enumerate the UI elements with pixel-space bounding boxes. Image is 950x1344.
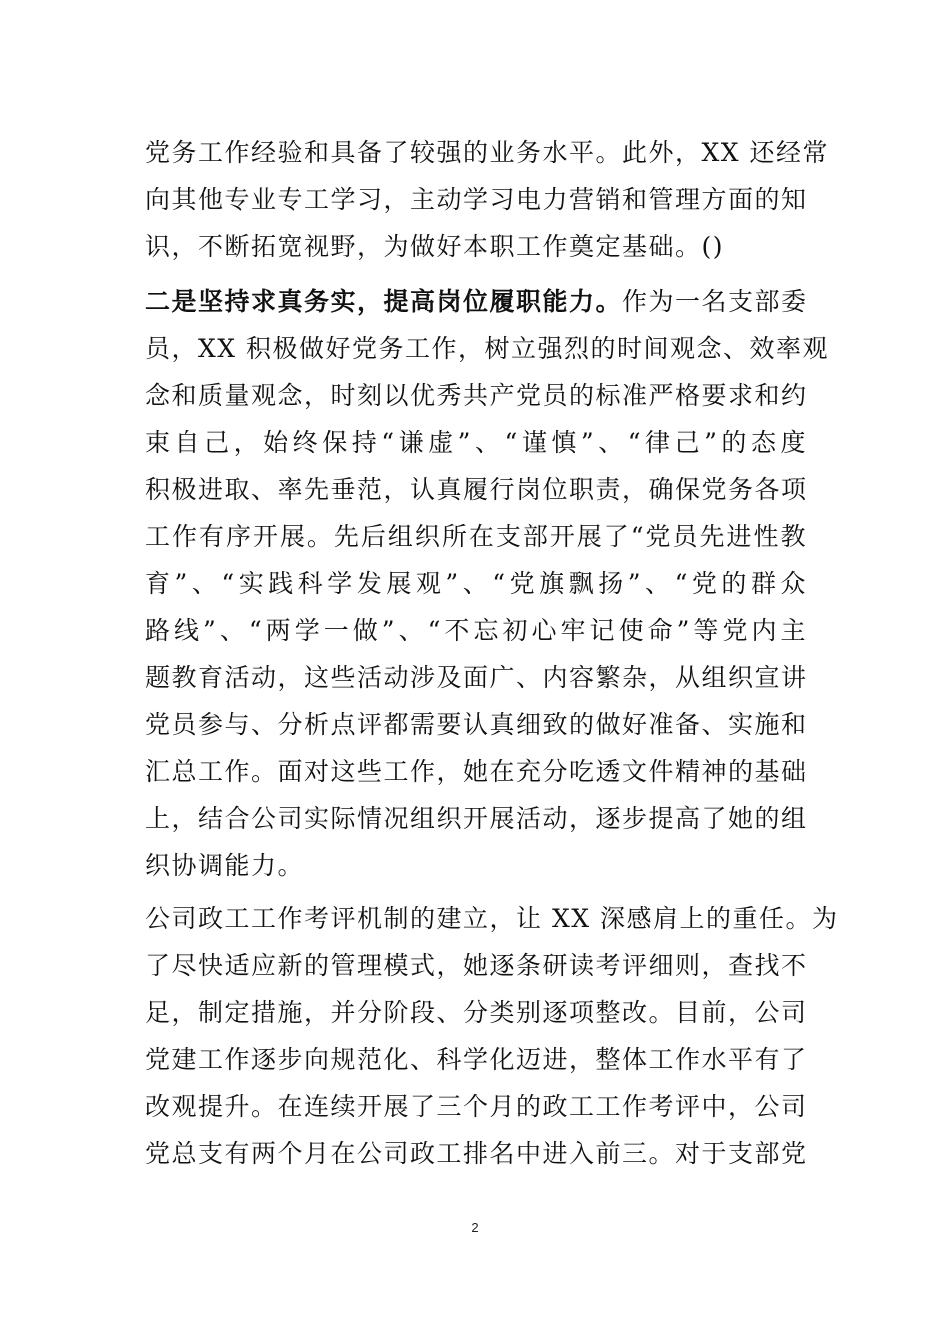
text-line: 党务工作经验和具备了较强的业务水平。此外，XX 还经常 bbox=[145, 138, 830, 167]
text-line: 向其他专业专工学习，主动学习电力营销和管理方面的知 bbox=[145, 185, 808, 214]
text-line-rest: 作为一名支部委 bbox=[622, 287, 808, 316]
text-line: 公司政工工作考评机制的建立，让 XX 深感肩上的重任。为 bbox=[145, 904, 839, 933]
paragraph-3 bbox=[145, 895, 839, 1177]
page-number: 2 bbox=[471, 1220, 479, 1235]
paragraph-2 bbox=[145, 278, 830, 889]
text-line: 改观提升。在连续开展了三个月的政工工作考评中，公司 bbox=[145, 1092, 808, 1121]
text-line: 上，结合公司实际情况组织开展活动，逐步提高了她的组 bbox=[145, 804, 808, 833]
text-line: 织协调能力。 bbox=[145, 851, 305, 880]
text-line: 党总支有两个月在公司政工排名中进入前三。对于支部党 bbox=[145, 1139, 808, 1168]
text-line: 了尽快适应新的管理模式，她逐条研读考评细则，查找不 bbox=[145, 951, 808, 980]
text-line: 工作有序开展。先后组织所在支部开展了“党员先进性教 bbox=[145, 522, 807, 551]
text-line: 育”、“实践科学发展观”、“党旗飘扬”、“党的群众 bbox=[145, 569, 807, 598]
text-line: 积极进取、率先垂范，认真履行岗位职责，确保党务各项 bbox=[145, 475, 808, 504]
text-line: 党员参与、分析点评都需要认真细致的做好准备、实施和 bbox=[145, 710, 808, 739]
text-line: 路线”、“两学一做”、“不忘初心牢记使命”等党内主 bbox=[145, 616, 807, 645]
text-line: 党建工作逐步向规范化、科学化迈进，整体工作水平有了 bbox=[145, 1045, 808, 1074]
paragraph-1 bbox=[145, 129, 830, 270]
text-line: 员，XX 积极做好党务工作，树立强烈的时间观念、效率观 bbox=[145, 334, 830, 363]
text-line: 题教育活动，这些活动涉及面广、内容繁杂，从组织宣讲 bbox=[145, 663, 808, 692]
text-line: 汇总工作。面对这些工作，她在充分吃透文件精神的基础 bbox=[145, 757, 808, 786]
bold-heading: 二是坚持求真务实，提高岗位履职能力。 bbox=[145, 287, 623, 316]
text-line: 识，不断拓宽视野，为做好本职工作奠定基础。() bbox=[145, 232, 725, 261]
text-line-lead bbox=[145, 278, 807, 325]
text-line: 足，制定措施，并分阶段、分类别逐项整改。目前，公司 bbox=[145, 998, 808, 1027]
text-line: 束自己，始终保持“谦虚”、“谨慎”、“律己”的态度 bbox=[145, 428, 807, 457]
text-line: 念和质量观念，时刻以优秀共产党员的标准严格要求和约 bbox=[145, 381, 808, 410]
